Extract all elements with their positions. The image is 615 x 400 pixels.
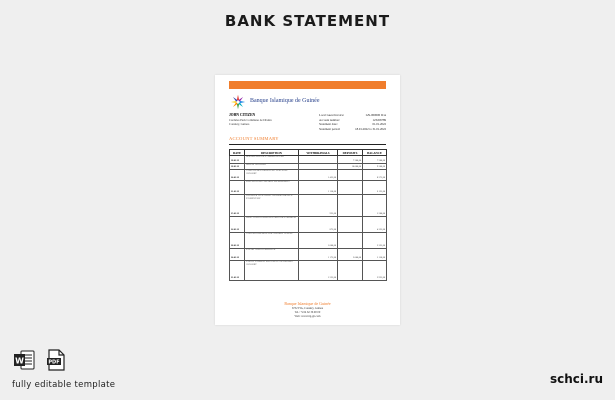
info-value: 01.01.2022 [372, 122, 386, 127]
cell-date: 30.01.22 [230, 249, 245, 261]
info-label: Statement period: [319, 126, 341, 131]
cell-withdrawal: 1 150,00 [299, 181, 338, 195]
customer-name: JOHN CITIZEN [229, 113, 256, 117]
cell-date: 20.01.22 [230, 170, 245, 181]
footer-address: 6752 FIA, Conakry, Guinea [291, 307, 324, 310]
pdf-icon [44, 348, 68, 372]
cell-deposit: 10 000,00 [338, 164, 363, 170]
cell-description: CASH WITHDRAWAL ATM CONAKRY CENTRE [245, 233, 299, 249]
cell-date: 18.01.22 [230, 156, 245, 164]
cell-withdrawal: 925,00 [299, 195, 338, 217]
cell-withdrawal: 1 225,00 [299, 261, 338, 281]
table-row [230, 217, 387, 233]
word-icon-letter: W [15, 356, 24, 366]
table-row [230, 233, 387, 249]
column-header-deposits: DEPOSITS [338, 150, 363, 156]
bank-name: Banque Islamique de Guinée [250, 98, 320, 104]
info-value: 18.01.2022 to 31.01.2022 [355, 126, 386, 131]
cell-balance: 3 325,00 [363, 233, 387, 249]
customer-address-line-2: Conakry, Guinea [229, 122, 250, 126]
info-row [319, 127, 386, 132]
word-icon [12, 348, 36, 372]
cell-description: DIRECT DEBIT INSURANCE MONTHLY PREMIUM [245, 217, 299, 233]
cell-balance: 4 325,00 [363, 217, 387, 233]
cell-date: 26.01.22 [230, 217, 245, 233]
cell-balance: 5 150,00 [363, 249, 387, 261]
table-row [230, 156, 387, 164]
cell-description: TRANSFER TO ACCOUNT CONAKRY BRANCH PAYMENT REF [245, 195, 299, 217]
table-row [230, 170, 387, 181]
cell-deposit [338, 233, 363, 249]
cell-deposit [338, 195, 363, 217]
cell-withdrawal [299, 156, 338, 164]
section-divider [229, 144, 386, 145]
cell-deposit: 7 200,00 [338, 156, 363, 164]
cell-date: 25.01.22 [230, 195, 245, 217]
footer-phone: Tel.: +224 62 36 00 00 [294, 311, 321, 314]
cell-description: ONLINE TRANSFER [245, 164, 299, 170]
column-header-description: DESCRIPTION [245, 150, 299, 156]
info-value: GN-000000 ICA [365, 113, 386, 117]
statement-document [215, 75, 400, 325]
cell-deposit [338, 170, 363, 181]
info-value: 123456789 [372, 117, 386, 122]
cell-balance: 7 200,00 [363, 156, 387, 164]
bank-logo-icon [229, 93, 247, 111]
cell-description: POS PURCHASE CONAKRY SUPERMARKET [245, 181, 299, 195]
cell-date: 21.01.22 [230, 181, 245, 195]
header-bar [229, 81, 386, 89]
table-row [230, 195, 387, 217]
tagline: fully editable template [12, 380, 116, 390]
section-title: ACCOUNT SUMMARY [229, 136, 279, 141]
cell-description: OPENING BALANCE / BROUGHT FWD [245, 156, 299, 164]
cell-withdrawal: 1 000,00 [299, 233, 338, 249]
column-header-date: DATE [230, 150, 245, 156]
info-label: Local Guest Invoice: [319, 113, 345, 117]
cell-description: CARD PAYMENT MERCHANT PURCHASE CONAKRY [245, 170, 299, 181]
footer-bank-name: Banque Islamique de Guinée [284, 301, 331, 306]
column-header-balance: BALANCE [363, 150, 387, 156]
cell-withdrawal: 875,00 [299, 217, 338, 233]
transactions-table [229, 149, 387, 281]
cell-description: SALARY CREDIT EMPLOYER [245, 249, 299, 261]
format-icons [12, 348, 68, 372]
cell-description: UTILITY PAYMENT ELECTRICITY WATER BILL CONAKRY [245, 261, 299, 281]
cell-balance: 3 925,00 [363, 261, 387, 281]
cell-date: 28.01.22 [230, 233, 245, 249]
cell-balance: 9 200,00 [363, 164, 387, 170]
cell-balance: 5 200,00 [363, 195, 387, 217]
statement-info [319, 113, 386, 131]
cell-withdrawal: 1 175,00 [299, 249, 338, 261]
table-row [230, 249, 387, 261]
table-row [230, 181, 387, 195]
cell-deposit [338, 181, 363, 195]
cell-deposit [338, 217, 363, 233]
table-row [230, 261, 387, 281]
page-title: BANK STATEMENT [224, 12, 391, 30]
info-label: Account number: [319, 117, 340, 122]
cell-deposit [338, 261, 363, 281]
info-label: Statement date: [319, 122, 338, 127]
cell-date: 18.01.22 [230, 164, 245, 170]
customer-address-line-1: Cardales Park Commune de Dixinn [229, 118, 272, 122]
footer-website: Web: www.big-gn.com [294, 315, 321, 318]
brand-watermark: schci.ru [549, 372, 603, 386]
cell-balance: 6 125,00 [363, 181, 387, 195]
cell-balance: 8 275,00 [363, 170, 387, 181]
cell-withdrawal: 1 425,00 [299, 170, 338, 181]
column-header-withdrawals: WITHDRAWALS [299, 150, 338, 156]
cell-deposit: 3 000,00 [338, 249, 363, 261]
pdf-icon-letter: PDF [48, 359, 60, 366]
cell-date: 31.01.22 [230, 261, 245, 281]
